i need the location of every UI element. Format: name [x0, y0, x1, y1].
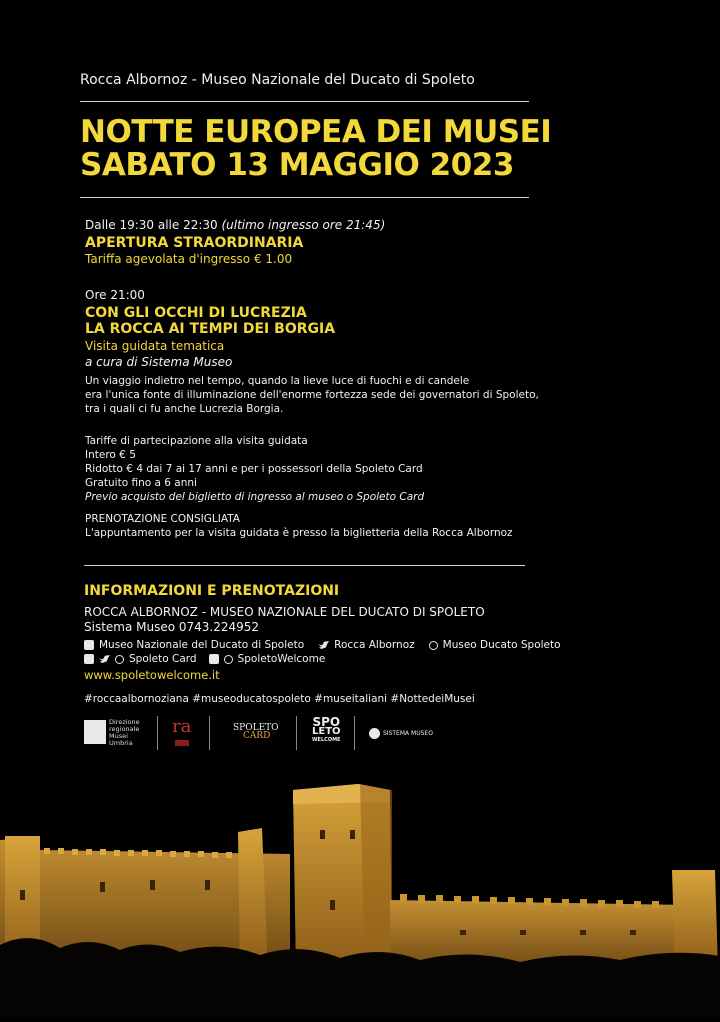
instagram-link[interactable]: Museo Ducato Spoleto [442, 639, 561, 651]
logo-ra: ra [172, 716, 192, 737]
tour-desc-line-3: tra i quali ci fu anche Lucrezia Borgia. [85, 403, 284, 415]
partner-logos [84, 716, 444, 752]
instagram-icon[interactable] [429, 641, 438, 650]
twitter-icon[interactable] [318, 640, 329, 650]
castle-small-tower [238, 828, 268, 970]
castle-photo [0, 770, 720, 1018]
tour-desc-line-1: Un viaggio indietro nel tempo, quando la lieve luce di fuochi e di candele [85, 375, 470, 387]
sistema-museo-icon [369, 728, 380, 739]
tour-curator: a cura di Sistema Museo [85, 355, 233, 369]
logo-direzione-musei: Direzione regionale Musei Umbria [109, 718, 140, 747]
opening-time [85, 218, 385, 232]
header-subtitle: Rocca Albornoz - Museo Nazionale del Ducato di Spoleto [80, 72, 475, 88]
website-link[interactable]: www.spoletowelcome.it [84, 668, 220, 682]
mic-logo-icon [84, 720, 106, 744]
spoleto-welcome-social[interactable]: SpoletoWelcome [237, 653, 326, 665]
hashtags: #roccaalbornoziana #museoducatospoleto #museitaliani #NottedeiMusei [84, 693, 475, 705]
fee-full: Intero € 5 [85, 449, 136, 461]
title-line-1: NOTTE EUROPEA DEI MUSEI [80, 114, 552, 150]
divider-title [80, 197, 529, 198]
fees-title: Tariffe di partecipazione alla visita guidata [85, 435, 308, 447]
instagram-icon[interactable] [224, 655, 233, 664]
tour-desc-line-2: era l'unica fonte di illuminazione dell'enorme fortezza sede dei governatori di Spoleto, [85, 389, 539, 401]
logo-ra-mark [175, 740, 189, 746]
facebook-icon[interactable] [209, 654, 219, 664]
tour-heading-2: LA ROCCA AI TEMPI DEI BORGIA [85, 321, 336, 337]
title-line-2: SABATO 13 MAGGIO 2023 [80, 147, 514, 183]
twitter-icon[interactable] [99, 654, 110, 664]
booking-note: L'appuntamento per la visita guidata è presso la biglietteria della Rocca Albornoz [85, 527, 513, 539]
opening-heading: APERTURA STRAORDINARIA [85, 235, 304, 251]
logo-sistema-museo: SISTEMA MUSEO [383, 730, 433, 737]
tour-section [85, 288, 335, 369]
logo-spoleto-welcome: SPO LETO WELCOME [312, 715, 341, 743]
spoleto-card-social[interactable]: Spoleto Card [129, 653, 197, 665]
opening-tariff: Tariffa agevolata d'ingresso € 1.00 [85, 252, 293, 266]
tour-time: Ore 21:00 [85, 288, 145, 302]
opening-section [85, 218, 385, 266]
logo-separator [157, 716, 158, 750]
social-line-1 [84, 639, 561, 651]
divider-top [80, 101, 529, 102]
logo-separator [209, 716, 210, 750]
facebook-link[interactable]: Museo Nazionale del Ducato di Spoleto [99, 639, 305, 651]
tour-type: Visita guidata tematica [85, 339, 225, 353]
booking-section [85, 512, 513, 540]
fee-reduced: Ridotto € 4 dai 7 ai 17 anni e per i possessori della Spoleto Card [85, 463, 423, 475]
facebook-icon[interactable] [84, 640, 94, 650]
tour-heading-1: CON GLI OCCHI DI LUCREZIA [85, 305, 307, 321]
page-title [80, 116, 551, 182]
logo-separator [354, 716, 355, 750]
fee-note: Previo acquisto del biglietto di ingresso al museo o Spoleto Card [85, 491, 425, 503]
divider-info [84, 565, 525, 566]
social-line-2 [84, 653, 325, 665]
facebook-icon[interactable] [84, 654, 94, 664]
info-venue: ROCCA ALBORNOZ - MUSEO NAZIONALE DEL DUCATO DI SPOLETO [84, 605, 485, 619]
opening-time-range: Dalle 19:30 alle 22:30 [85, 218, 218, 232]
logo-spoleto-card: SPOLETO CARD [233, 723, 279, 741]
booking-title: PRENOTAZIONE CONSIGLIATA [85, 513, 240, 525]
tour-description [85, 374, 539, 416]
info-title: INFORMAZIONI E PRENOTAZIONI [84, 583, 340, 599]
tour-fees [85, 434, 424, 504]
instagram-icon[interactable] [115, 655, 124, 664]
fee-free: Gratuito fino a 6 anni [85, 477, 197, 489]
logo-separator [296, 716, 297, 750]
opening-time-note: (ultimo ingresso ore 21:45) [221, 218, 386, 232]
twitter-link[interactable]: Rocca Albornoz [334, 639, 415, 651]
info-block [84, 605, 485, 635]
info-contact: Sistema Museo 0743.224952 [84, 620, 260, 634]
